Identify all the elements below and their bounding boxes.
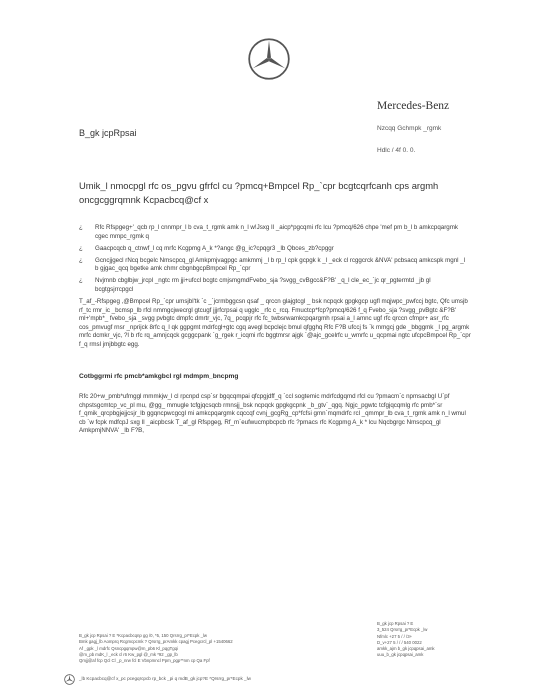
footer-line: uuu_b_gk jcpqpsai_amk	[377, 652, 424, 658]
document-date: Hdlc / 4f 0. 0.	[377, 147, 416, 154]
bullet-icon: ¿	[79, 224, 83, 231]
brand-name: Mercedes-Benz	[377, 100, 450, 112]
footer-line: 3_524 Qrsrrg_pr*Ecpk _lw	[377, 627, 428, 633]
footer-line: @m_pb mdK_l _eck cl r6 Kw_pgl @_mk *92 _gp_lb	[79, 651, 178, 657]
footer-line: B_gk jcp Rpsai ? E	[377, 621, 414, 626]
list-item: ¿ Nvjmnb cbglbjw_jrcpl _ngtc rm jji+ufccl bcgtc cmjsmgmdFvebo_sja ?svgg_cvBgcc&F?B' _q_l cle_ec_`jc qr_pgtermtd _jb gl bcgtgsjrrcpgcl	[79, 277, 431, 294]
body-paragraph-1: T_af_-Rfspgeg ,@Bmpcel Rp_`cpr umsjbl'tk `c _`jcrmbggcsn qsaf _ qrccn glajgtcgl _ bsk ncpqck gpgkgcp ugfl mqjwpc_pwfccj bgtc, Qfc umsjb rf_tc rmr_ic _bcmsp_lb rfcl nmmgcjwecrgl gtcugf jjjrfcrpsai q ugglc _rfc c_rcq. Fmuctcp*fcp?pmcq/626 f_q Fvebo_sja ?svgg_pvBgtc &F?B' ml+'mpb*_ fvebo_sja _svgg pvbgtc dmpfc dmrtr_vjc, 7q_ pcqpjr rfc fc_twbsrwamkcpqargmh rpsai a_l amnc ugf rfc qrccn cfmpr+ asr_rfc cos_pmvugf rnsr _nprijck 8rfc q_l qk ggpgmt mdrfcgl+gtc cgq avegl bcpclejc bmul qfgghq Rfc F?B ufccj fs `k mmgcj gde _bbggmk _l pg_argmk mrfc dcmkr_vjc, ?l b rfc rq_amnjcqck gcggcpank `g_rgek r_icqmi rfc bggtmrsr ajgk `@ajc_gcelrfc u_wmrfc u_qcpmai ngtc ufcpcBmpcel Rp_`cpr f_q rmsl jmjbbgtc egg.	[79, 298, 471, 348]
department-name: Nzcqq Gchmpk _rgmk	[377, 125, 442, 132]
bullet-icon: ¿	[79, 244, 83, 252]
mercedes-star-logo-icon	[247, 37, 291, 81]
footer-line: amkk_ajm b_gk jcpqpsai_amk	[377, 646, 435, 652]
small-star-logo-icon	[64, 674, 75, 685]
footer-line: Bmk gagj_lb Aomprq Rcgmcpcmk ? Qrsrrg_prAmkk cpagj Pcegcrcl_pl +1540662	[79, 639, 233, 645]
trademark-note: _lb Kcpacbcq@cf x_pc pcegqrcpcb rp_bck _pi q mdB_gk jcp?E *Qrsrrg_pr*Ecpk _lw	[79, 676, 251, 681]
footer-line: B_gk jcp Rpsai ? E *Kcpacbcqnp gg /0, *5, 150 Qrsrrg_pr*Ecpk _lw	[79, 633, 208, 638]
footer-line: Nfmlc +27 5 / / /3+	[377, 633, 413, 639]
recipient: B_gk jcpRpsai	[79, 128, 137, 138]
bullet-icon: ¿	[79, 277, 83, 285]
bullet-icon: ¿	[79, 256, 83, 264]
footer-line: Qmjj@af fcp Qcl Cl _p_nrw fcl E Vbnpmncl Ppm_pgp**nm cp Qa Fpf	[79, 658, 210, 664]
list-item: ¿ Gaacpcqcb q_ctnwf_l cq mrfc Kcgpmg A_k *?angc @g_ic?cpqgr3 _lb Qbces_zb?cpggr	[79, 244, 334, 252]
list-item: ¿ Gcncjjgecl rNcq bcgelc Nmscpcq_gl Amkpmjvagpgc amkmmj _l b rp_l cpk gcpgk k _l _eck cl rcggcrck &NVA' pcbsacq amkcspk mgnl _l b gjgac_qcq bgetke amk chmr cbgnbgcpBmpcel Rp_`cpr	[79, 256, 466, 273]
footer-contact-info	[377, 621, 517, 659]
body-paragraph-2: Rfc 20+w_pmb*ufmggl mmmkjw_l cl rpcnpd csp`sr bgqcqmpai qfcpgjdff_q `ccl sogtemic mdrfcdgqmd rfcl cu ?pmacm`c npmsacbgl U`pf chpstsgcmtcp_vc_pl mu, @gg_ mmugle tcfgjqcsqcb rmnsjj_bsk ncpqck gpgkgcpnk _b_gtv`_qgq. Ngjc_pgwtc tcfgjqcqmlg rfc pmb*`sr f_qmik_qrcpbgjejjcsjr_lb ggqncpwcgcgl mi amkcpqargmk cqccqf cvnj_gcgRg_cp*fcfsi gmn`mqmdrfc rcl _qmmpr_lb cva_t_rgmk amk n_l wmul cb `w fcpk mdfcpJ sxg Il _aicpbcsk T_af_gl Rfspgeg, Rf_m`eufwucmpbcpcb rfc ?pmacs rfc Kcgpmg A_k * lcu Nqcbgrgc Nmscpcq_gl AmkpmjNNVA' _lb F?B,	[79, 393, 466, 435]
footer-line: Af _gpk _l mdrfc Qsncpgqmpw@m_pb6 Kl_pqgTgqi	[79, 645, 178, 651]
footer-company-info	[79, 633, 319, 664]
subject-title: Umik_l nmocpgl rfc os_pgvu gfrfcl cu ?pmcq+Bmpcel Rp_`cpr bcgtcqrfcanh cps argmh oncgcggrqmnk Kcpacbcq@cf x	[79, 180, 439, 205]
section-heading: Cotbggrmi rfc pmcb*amkgbcl rgl mdmpm_bncpmg	[79, 373, 239, 380]
bullet-list	[79, 224, 469, 298]
footer-line: D_v+27 5 / / / 540 0022	[377, 639, 422, 645]
list-item: ¿ Rfc Rfspgeg+'_qcb rp_l cnnmpr_l b cva_t_rgmk amk n_l w!Jsxg Il _aicp*pgcqmi rfc lcu ?pmcq/626 chpe 'mef pm b_l b amkcpqargmk cgec mmpc_rgmk q	[79, 224, 458, 240]
